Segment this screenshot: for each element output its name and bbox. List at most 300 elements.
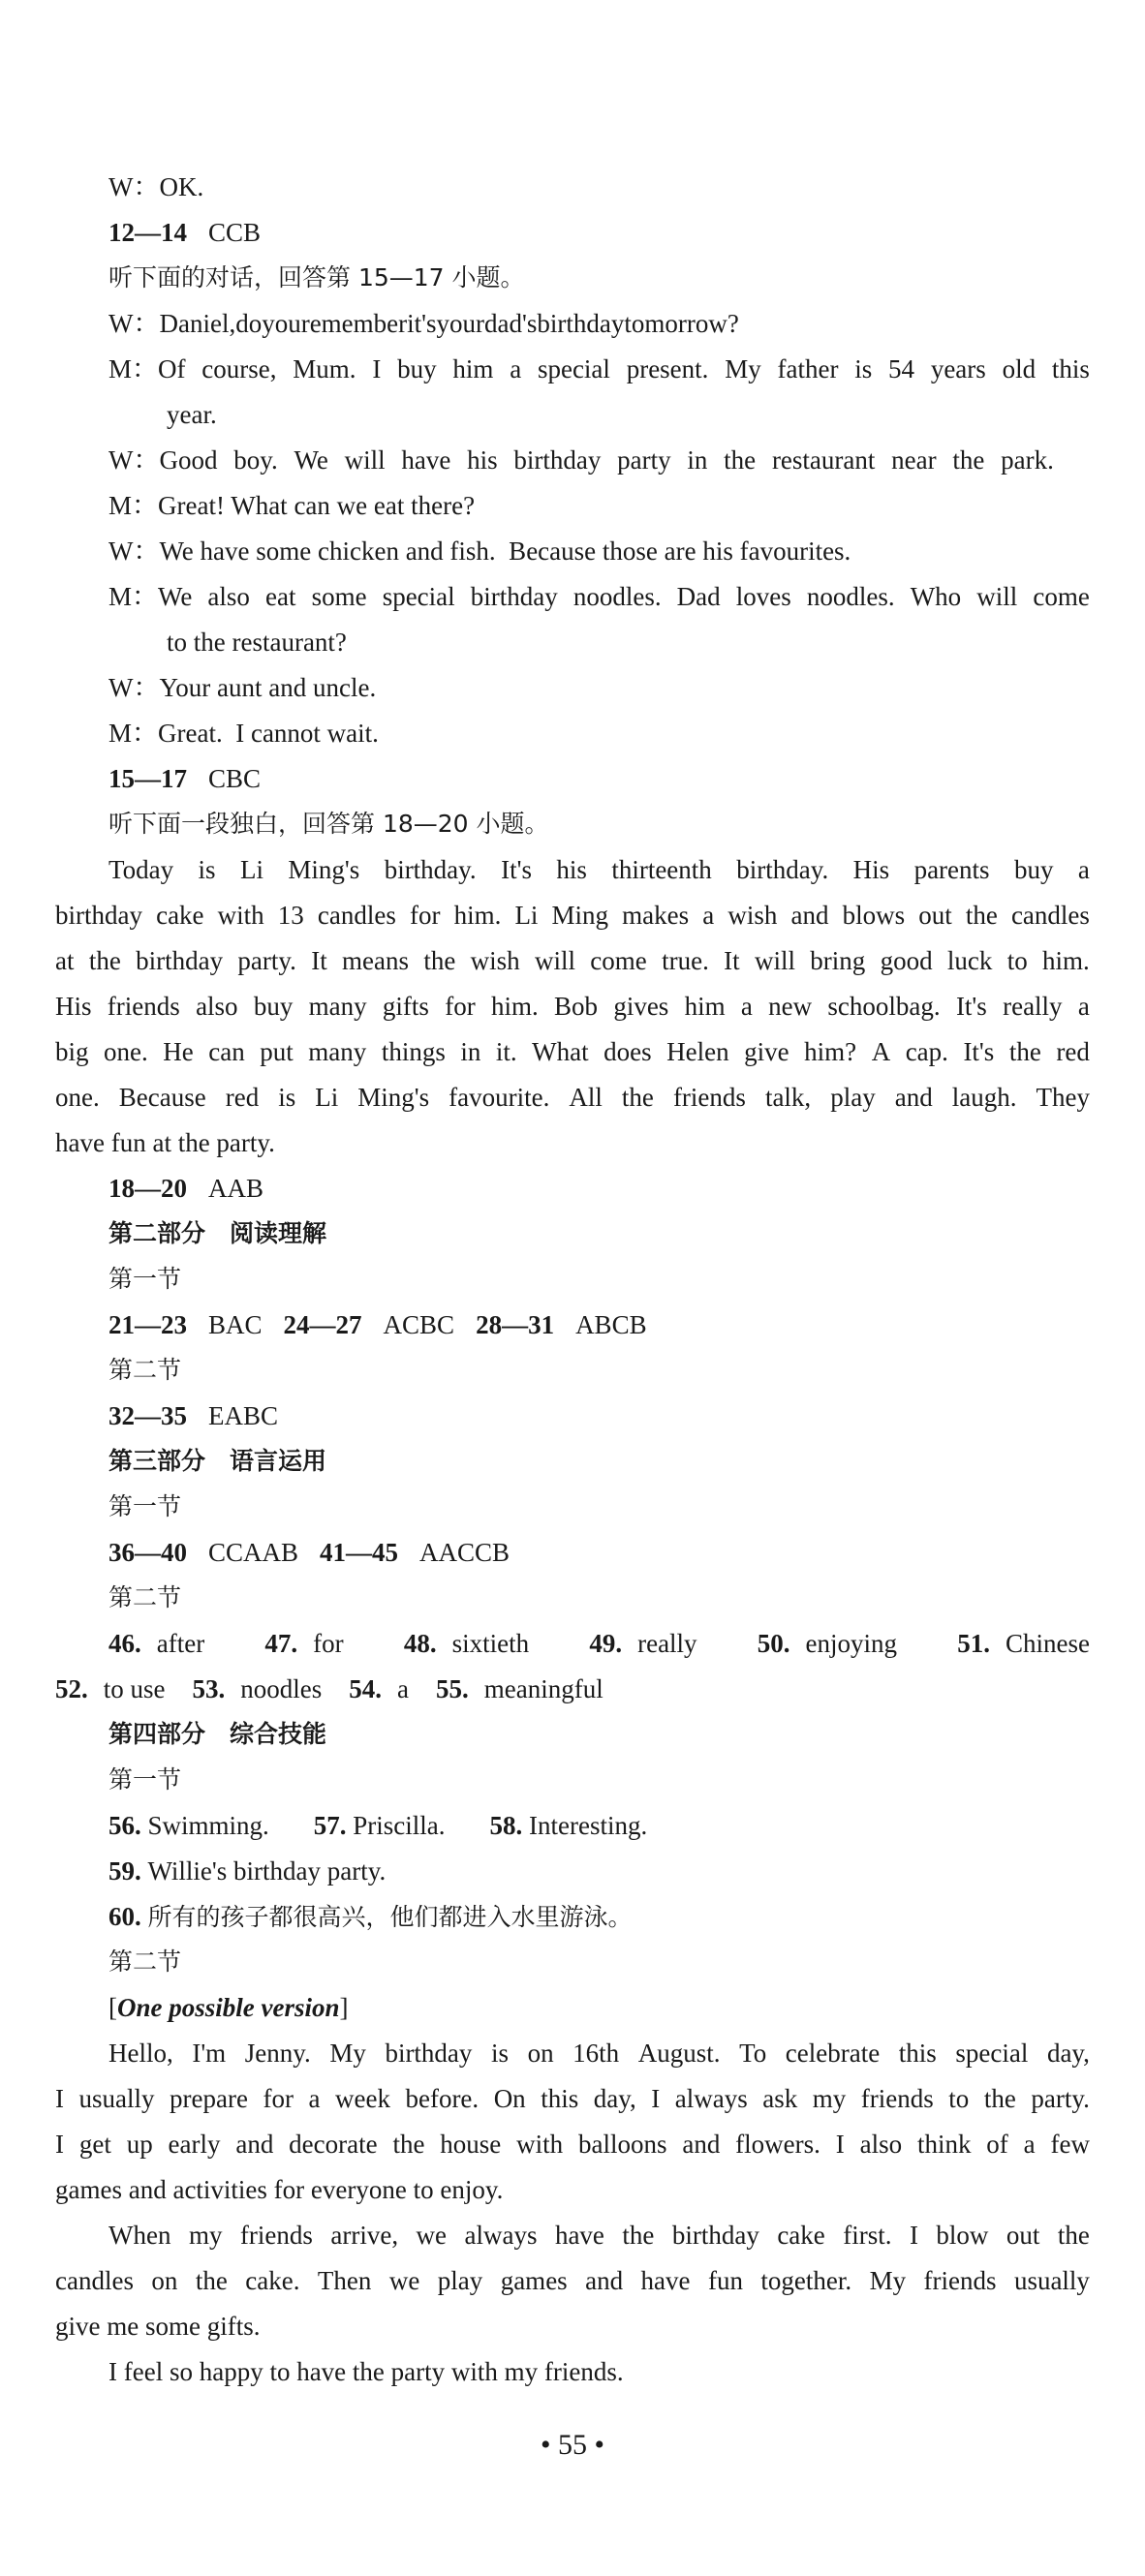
word: celebrate bbox=[785, 2039, 881, 2068]
word: also bbox=[859, 2130, 903, 2159]
word: birthday. bbox=[384, 855, 477, 884]
word: We bbox=[294, 445, 328, 475]
word: prepare bbox=[170, 2084, 248, 2113]
monologue-line bbox=[55, 990, 1090, 1023]
word: bring bbox=[810, 946, 866, 975]
word: him bbox=[684, 992, 726, 1021]
word: laugh. bbox=[951, 1083, 1017, 1112]
word: on bbox=[527, 2039, 554, 2068]
fill-answer bbox=[758, 1627, 897, 1660]
dialogue-line: W：We have some chicken and fish. Because those are his favourites. bbox=[108, 537, 851, 566]
word: He bbox=[163, 1037, 194, 1066]
word: and bbox=[894, 1083, 933, 1112]
question-number: 59. bbox=[108, 1856, 141, 1886]
word: I bbox=[55, 2084, 64, 2113]
word: Bob bbox=[554, 992, 599, 1021]
answer-word: sixtieth bbox=[451, 1629, 530, 1658]
word: present. bbox=[626, 354, 709, 383]
word: it's bbox=[407, 309, 437, 338]
word: means bbox=[342, 946, 410, 975]
dialogue-line-cont: year. bbox=[167, 400, 217, 429]
listening-instruction: 听下面的对话，回答第 15—17 小题。 bbox=[108, 263, 525, 291]
word: many bbox=[308, 992, 367, 1021]
word: before. bbox=[405, 2084, 480, 2113]
word: My bbox=[869, 2266, 907, 2295]
word: tomorrow? bbox=[624, 309, 739, 338]
word: thirteenth bbox=[611, 855, 712, 884]
word: does bbox=[603, 1037, 652, 1066]
word: candles bbox=[55, 2266, 134, 2295]
word: birthday bbox=[470, 582, 558, 611]
listening-instruction: 听下面一段独白，回答第 18—20 小题。 bbox=[108, 810, 549, 838]
word: for bbox=[445, 992, 476, 1021]
word: Li bbox=[239, 855, 263, 884]
question-number: 46. bbox=[108, 1629, 141, 1658]
answer-key: CCB bbox=[208, 218, 262, 247]
answer-word: enjoying bbox=[805, 1629, 898, 1658]
word: makes bbox=[622, 901, 690, 930]
dialogue-line bbox=[108, 307, 883, 340]
word: friends bbox=[672, 1083, 746, 1112]
word: course, bbox=[201, 354, 277, 383]
page-number: • 55 • bbox=[540, 2429, 604, 2461]
word: his bbox=[467, 445, 498, 475]
word: you bbox=[262, 309, 301, 338]
word: the bbox=[423, 946, 456, 975]
essay-line bbox=[55, 2264, 1090, 2297]
essay-line bbox=[108, 2219, 1090, 2252]
word: It's bbox=[501, 855, 532, 884]
word: him. bbox=[490, 992, 539, 1021]
monologue-line bbox=[55, 944, 1090, 977]
word: your bbox=[436, 309, 485, 338]
fill-answers-row bbox=[108, 1627, 1090, 1660]
word: party. bbox=[237, 946, 296, 975]
question-number: 51. bbox=[957, 1629, 990, 1658]
word: red bbox=[1056, 1037, 1090, 1066]
word: father bbox=[777, 354, 839, 383]
word: I'm bbox=[192, 2039, 227, 2068]
monologue-line bbox=[55, 899, 1090, 932]
word: week bbox=[334, 2084, 390, 2113]
word: is bbox=[854, 354, 873, 383]
answer-key: ABCB bbox=[575, 1310, 647, 1339]
fill-answer bbox=[108, 1627, 204, 1660]
word: and bbox=[235, 2130, 274, 2159]
section-title: 第二部分 阅读理解 bbox=[108, 1219, 327, 1247]
word: this bbox=[898, 2039, 937, 2068]
fill-answer bbox=[404, 1627, 529, 1660]
word: candles bbox=[317, 901, 396, 930]
word: him? bbox=[804, 1037, 857, 1066]
word: fun bbox=[707, 2266, 743, 2295]
word: His bbox=[55, 992, 92, 1021]
word: for bbox=[263, 2084, 294, 2113]
word: and bbox=[585, 2266, 624, 2295]
word: my bbox=[188, 2221, 223, 2250]
section-title: 第四部分 综合技能 bbox=[108, 1720, 327, 1748]
word: special bbox=[382, 582, 455, 611]
word: birthday bbox=[55, 901, 142, 930]
subsection-title: 第二节 bbox=[108, 1947, 182, 1976]
word: a bbox=[740, 992, 753, 1021]
answer-text: 所有的孩子都很高兴，他们都进入水里游泳。 bbox=[147, 1903, 633, 1931]
question-range: 24—27 bbox=[283, 1310, 362, 1339]
answer-line bbox=[108, 1308, 647, 1341]
word: birthday bbox=[385, 2039, 473, 2068]
question-number: 58. bbox=[489, 1811, 523, 1840]
word: birthday bbox=[537, 309, 625, 338]
word: party. bbox=[1031, 2084, 1090, 2113]
word: play bbox=[437, 2266, 483, 2295]
word: usually bbox=[78, 2084, 155, 2113]
word: can bbox=[208, 1037, 245, 1066]
essay-line: I feel so happy to have the party with my friends. bbox=[108, 2357, 624, 2386]
word: really bbox=[1003, 992, 1063, 1021]
answer-word: for bbox=[313, 1629, 344, 1658]
word: the bbox=[621, 1083, 654, 1112]
word: it. bbox=[495, 1037, 517, 1066]
word: also bbox=[207, 582, 250, 611]
word: luck bbox=[946, 946, 993, 975]
word: come bbox=[590, 946, 647, 975]
word: balloons bbox=[578, 2130, 667, 2159]
word: in bbox=[687, 445, 708, 475]
version-label: [One possible version] bbox=[108, 1993, 349, 2022]
word: for bbox=[409, 901, 441, 930]
word: day, bbox=[593, 2084, 636, 2113]
monologue-line: have fun at the party. bbox=[55, 1128, 275, 1157]
word: give bbox=[744, 1037, 789, 1066]
word: buy bbox=[1013, 855, 1054, 884]
fill-answer bbox=[957, 1627, 1090, 1660]
word: August. bbox=[637, 2039, 721, 2068]
word: we bbox=[416, 2221, 448, 2250]
section-title: 第三部分 语言运用 bbox=[108, 1447, 327, 1475]
word: house bbox=[440, 2130, 502, 2159]
word: I bbox=[909, 2221, 918, 2250]
word: of bbox=[986, 2130, 1008, 2159]
word: A bbox=[871, 1037, 891, 1066]
word: To bbox=[739, 2039, 767, 2068]
answer-line bbox=[108, 1172, 263, 1205]
word: one. bbox=[104, 1037, 148, 1066]
subsection-title: 第一节 bbox=[108, 1265, 182, 1293]
word: It's bbox=[963, 1037, 995, 1066]
subsection-title: 第二节 bbox=[108, 1356, 182, 1384]
word: a bbox=[510, 354, 522, 383]
word: to bbox=[1006, 946, 1028, 975]
word: dad's bbox=[484, 309, 538, 338]
word: have bbox=[554, 2221, 604, 2250]
word: 13 bbox=[277, 901, 304, 930]
word: in bbox=[460, 1037, 481, 1066]
word: a bbox=[1023, 2130, 1036, 2159]
word: birthday bbox=[136, 946, 224, 975]
essay-line: games and activities for everyone to enjoy. bbox=[55, 2175, 504, 2204]
answer-word: after bbox=[156, 1629, 205, 1658]
word: 54 bbox=[888, 354, 915, 383]
word: the bbox=[1057, 2221, 1090, 2250]
answer-line bbox=[108, 1855, 386, 1887]
word: birthday bbox=[671, 2221, 759, 2250]
word: gifts bbox=[382, 992, 429, 1021]
word: have bbox=[401, 445, 451, 475]
answer-word: really bbox=[637, 1629, 697, 1658]
word: ask bbox=[762, 2084, 798, 2113]
word: a bbox=[308, 2084, 321, 2113]
question-number: 49. bbox=[589, 1629, 623, 1658]
word: On bbox=[493, 2084, 526, 2113]
word: him. bbox=[453, 901, 502, 930]
word: this bbox=[1051, 354, 1090, 383]
word: we bbox=[388, 2266, 420, 2295]
word: games bbox=[500, 2266, 568, 2295]
answer-text: Priscilla. bbox=[353, 1811, 446, 1840]
word: M：We bbox=[108, 582, 193, 611]
answer-line bbox=[108, 1536, 510, 1569]
word: with bbox=[516, 2130, 564, 2159]
word: favourite. bbox=[449, 1083, 550, 1112]
word: with bbox=[217, 901, 264, 930]
answer-word: meaningful bbox=[483, 1674, 603, 1703]
monologue-line bbox=[108, 853, 1090, 886]
word: him bbox=[452, 354, 494, 383]
word: birthday. bbox=[736, 855, 829, 884]
word: his bbox=[556, 855, 587, 884]
word: and bbox=[682, 2130, 721, 2159]
word: arrive, bbox=[330, 2221, 399, 2250]
word: the bbox=[195, 2266, 228, 2295]
answer-line bbox=[108, 216, 261, 249]
answer-line bbox=[108, 762, 261, 795]
fill-answer bbox=[349, 1674, 409, 1703]
word: near bbox=[891, 445, 937, 475]
word: park. bbox=[1001, 445, 1054, 475]
fill-answers-row bbox=[55, 1672, 603, 1705]
question-number: 50. bbox=[757, 1629, 790, 1658]
subsection-title: 第一节 bbox=[108, 1765, 182, 1794]
word: do bbox=[235, 309, 263, 338]
word: eat bbox=[265, 582, 296, 611]
word: His bbox=[852, 855, 890, 884]
word: cake bbox=[777, 2221, 825, 2250]
answer-key: CBC bbox=[208, 764, 262, 793]
word: M：Of bbox=[108, 354, 186, 383]
answer-key: BAC bbox=[208, 1310, 263, 1339]
word: schoolbag. bbox=[827, 992, 941, 1021]
word: also bbox=[196, 992, 238, 1021]
word: special bbox=[955, 2039, 1029, 2068]
word: is bbox=[491, 2039, 510, 2068]
word: talk, bbox=[764, 1083, 812, 1112]
dialogue-line: M：Great. I cannot wait. bbox=[108, 719, 379, 748]
word: my bbox=[812, 2084, 847, 2113]
question-number: 54. bbox=[349, 1674, 382, 1703]
word: together. bbox=[760, 2266, 852, 2295]
word: Jenny. bbox=[244, 2039, 311, 2068]
dialogue-line-cont: to the restaurant? bbox=[167, 628, 347, 657]
dialogue-line bbox=[108, 353, 1090, 385]
word: the bbox=[965, 901, 998, 930]
word: think bbox=[916, 2130, 972, 2159]
essay-line: give me some gifts. bbox=[55, 2312, 261, 2341]
word: buy bbox=[397, 354, 437, 383]
word: My bbox=[725, 354, 761, 383]
word: will bbox=[754, 946, 795, 975]
question-range: 12—14 bbox=[108, 218, 187, 247]
word: play bbox=[830, 1083, 876, 1112]
word: first. bbox=[843, 2221, 892, 2250]
word: Li bbox=[514, 901, 539, 930]
word: All bbox=[569, 1083, 603, 1112]
word: W：Good bbox=[108, 445, 218, 475]
word: restaurant bbox=[771, 445, 876, 475]
word: out bbox=[918, 901, 952, 930]
version-text: One possible version bbox=[117, 1993, 340, 2022]
word: him. bbox=[1042, 946, 1090, 975]
word: will bbox=[344, 445, 386, 475]
word: wish bbox=[727, 901, 778, 930]
dialogue-line: W：Your aunt and uncle. bbox=[108, 673, 377, 702]
word: up bbox=[126, 2130, 153, 2159]
word: I bbox=[835, 2130, 845, 2159]
word: the bbox=[622, 2221, 655, 2250]
word: out bbox=[1006, 2221, 1040, 2250]
question-number: 60. bbox=[108, 1902, 141, 1931]
word: few bbox=[1050, 2130, 1090, 2159]
word: friends bbox=[239, 2221, 313, 2250]
word: old bbox=[1002, 354, 1037, 383]
word: good bbox=[880, 946, 933, 975]
essay-line bbox=[55, 2082, 1090, 2115]
word: gives bbox=[613, 992, 669, 1021]
answer-line bbox=[108, 1399, 278, 1432]
word: What bbox=[532, 1037, 589, 1066]
word: decorate bbox=[289, 2130, 378, 2159]
word: and bbox=[790, 901, 829, 930]
fill-answer bbox=[436, 1674, 603, 1703]
answer-text: Interesting. bbox=[529, 1811, 648, 1840]
question-range: 15—17 bbox=[108, 764, 187, 793]
word: a bbox=[1077, 855, 1090, 884]
word: day, bbox=[1046, 2039, 1090, 2068]
question-range: 21—23 bbox=[108, 1310, 187, 1339]
word: new bbox=[768, 992, 813, 1021]
fill-answer bbox=[55, 1674, 166, 1703]
word: early bbox=[168, 2130, 221, 2159]
word: cap. bbox=[905, 1037, 948, 1066]
answer-key: ACBC bbox=[383, 1310, 455, 1339]
word: loves bbox=[735, 582, 791, 611]
answer-key: EABC bbox=[208, 1401, 279, 1430]
word: Because bbox=[118, 1083, 206, 1112]
question-range: 32—35 bbox=[108, 1401, 187, 1430]
word: friends bbox=[923, 2266, 997, 2295]
monologue-line bbox=[55, 1081, 1090, 1114]
word: flowers. bbox=[735, 2130, 820, 2159]
question-number: 56. bbox=[108, 1811, 141, 1840]
answer-line bbox=[108, 1809, 647, 1842]
word: Ming's bbox=[357, 1083, 430, 1112]
word: wish bbox=[470, 946, 520, 975]
word: It's bbox=[955, 992, 987, 1021]
word: friends bbox=[860, 2084, 934, 2113]
word: parents bbox=[913, 855, 990, 884]
word: cake bbox=[156, 901, 204, 930]
monologue-line bbox=[55, 1035, 1090, 1068]
word: Then bbox=[317, 2266, 372, 2295]
word: remember bbox=[300, 309, 408, 338]
word: one. bbox=[55, 1083, 100, 1112]
word: the bbox=[983, 2084, 1016, 2113]
dialogue-line: M：Great! What can we eat there? bbox=[108, 491, 476, 520]
word: blows bbox=[842, 901, 906, 930]
question-number: 52. bbox=[55, 1674, 88, 1703]
word: friends bbox=[107, 992, 180, 1021]
word: the bbox=[952, 445, 985, 475]
fill-answer bbox=[589, 1627, 696, 1660]
word: some bbox=[311, 582, 367, 611]
word: When bbox=[108, 2221, 171, 2250]
word: red bbox=[225, 1083, 260, 1112]
answer-word: noodles bbox=[240, 1674, 323, 1703]
word: Who bbox=[910, 582, 962, 611]
word: It bbox=[724, 946, 740, 975]
word: I bbox=[372, 354, 382, 383]
word: big bbox=[55, 1037, 89, 1066]
word: W：Daniel, bbox=[108, 309, 236, 338]
word: is bbox=[278, 1083, 296, 1112]
answer-word: to use bbox=[103, 1674, 166, 1703]
word: Hello, bbox=[108, 2039, 173, 2068]
word: They bbox=[1036, 1083, 1090, 1112]
word: It bbox=[311, 946, 327, 975]
word: true. bbox=[662, 946, 709, 975]
word: on bbox=[151, 2266, 178, 2295]
word: put bbox=[260, 1037, 294, 1066]
word: come bbox=[1033, 582, 1090, 611]
word: things bbox=[381, 1037, 446, 1066]
dialogue-line bbox=[108, 444, 1054, 476]
word: candles bbox=[1010, 901, 1090, 930]
fill-answer bbox=[264, 1627, 343, 1660]
word: many bbox=[308, 1037, 367, 1066]
essay-line bbox=[108, 2037, 1090, 2070]
word: have bbox=[640, 2266, 691, 2295]
answer-key: CCAAB bbox=[208, 1538, 299, 1567]
word: this bbox=[541, 2084, 579, 2113]
dialogue-line bbox=[108, 580, 1090, 613]
word: boy. bbox=[233, 445, 278, 475]
answer-word: Chinese bbox=[1006, 1629, 1090, 1658]
word: blow bbox=[936, 2221, 989, 2250]
answer-text: Willie's birthday party. bbox=[147, 1856, 387, 1886]
question-number: 55. bbox=[435, 1674, 469, 1703]
question-number: 57. bbox=[313, 1811, 347, 1840]
word: will bbox=[976, 582, 1018, 611]
word: Today bbox=[108, 855, 174, 884]
answer-key: AACCB bbox=[419, 1538, 511, 1567]
word: a bbox=[702, 901, 715, 930]
dialogue-line: W：OK. bbox=[108, 172, 204, 201]
word: Li bbox=[315, 1083, 339, 1112]
word: party bbox=[617, 445, 671, 475]
fill-answer bbox=[193, 1674, 323, 1703]
word: usually bbox=[1013, 2266, 1090, 2295]
word: the bbox=[88, 946, 121, 975]
word: noodles. bbox=[806, 582, 895, 611]
